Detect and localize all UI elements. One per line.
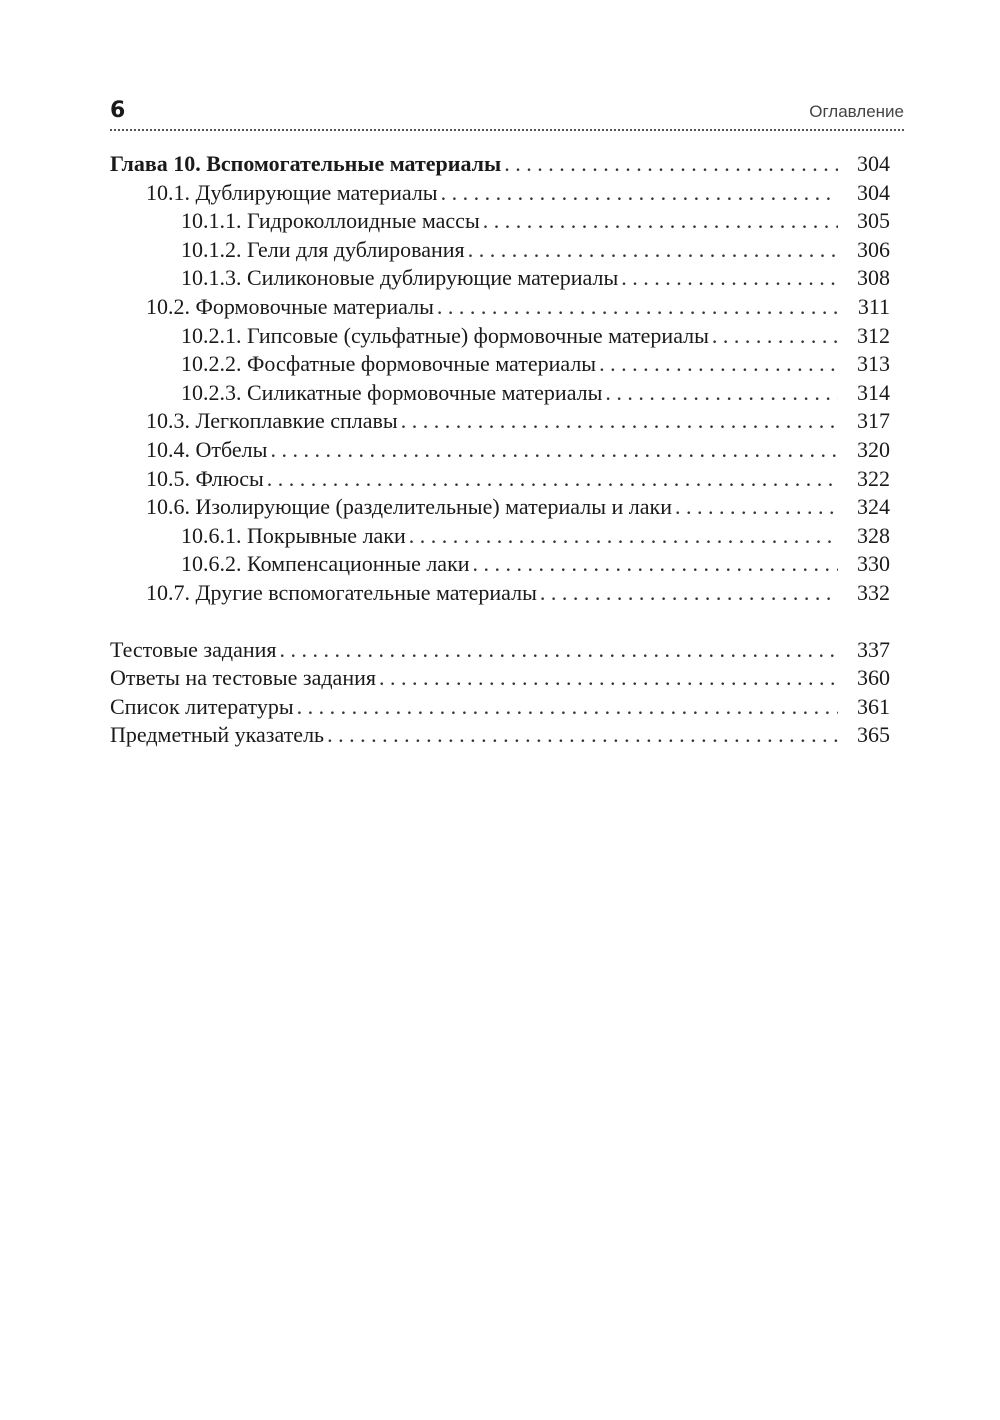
toc-entry-title: Ответы на тестовые задания	[110, 665, 376, 691]
toc-entry-page: 312	[857, 322, 890, 348]
toc-entry-page: 305	[857, 208, 890, 234]
toc-entry-title: 10.1. Дублирующие материалы	[146, 179, 438, 205]
toc-entry-title: 10.2. Формовочные материалы	[146, 293, 434, 319]
toc-section-entry[interactable]	[110, 407, 890, 436]
toc-section-entry[interactable]	[110, 579, 890, 608]
toc-backmatter-entry[interactable]	[110, 693, 890, 722]
dot-leader	[483, 207, 838, 236]
toc-entry-title: 10.1.1. Гидроколлоидные массы	[181, 208, 480, 234]
toc-subsection-entry[interactable]	[110, 207, 890, 236]
toc-entry-page: 332	[857, 579, 890, 605]
dot-leader	[599, 350, 838, 379]
toc-entry-title: Предметный указатель	[110, 722, 325, 748]
dot-leader	[267, 465, 838, 494]
toc-entry-title: 10.2.2. Фосфатные формовочные материалы	[181, 351, 597, 377]
page-number: 6	[110, 98, 126, 123]
dot-leader	[401, 407, 838, 436]
dot-leader	[504, 150, 838, 179]
toc-entry-title: 10.4. Отбелы	[146, 436, 268, 462]
toc-backmatter-entry[interactable]	[110, 721, 890, 750]
toc-entry-title: 10.5. Флюсы	[146, 465, 264, 491]
toc-entry-page: 317	[857, 408, 890, 434]
toc-subsection-entry[interactable]	[110, 379, 890, 408]
toc-backmatter-entry[interactable]	[110, 636, 890, 665]
dot-leader	[327, 721, 838, 750]
toc-section-entry[interactable]	[110, 293, 890, 322]
dot-leader	[473, 550, 838, 579]
dot-leader	[297, 693, 838, 722]
toc-entry-title: Глава 10. Вспомогательные материалы	[110, 151, 502, 176]
dot-leader	[675, 493, 838, 522]
table-of-contents	[110, 150, 890, 750]
toc-entry-title: 10.6.1. Покрывные лаки	[181, 522, 406, 548]
dot-leader	[270, 436, 838, 465]
section-spacer	[110, 608, 890, 636]
toc-entry-title: 10.3. Легкоплавкие сплавы	[146, 408, 398, 434]
toc-entry-title: 10.6.2. Компенсационные лаки	[181, 551, 470, 577]
dot-leader	[409, 522, 838, 551]
toc-entry-page: 337	[857, 636, 890, 662]
toc-entry-page: 361	[857, 693, 890, 719]
dot-leader	[379, 664, 838, 693]
toc-entry-page: 328	[857, 522, 890, 548]
toc-entry-page: 365	[857, 722, 890, 748]
toc-entry-page: 322	[857, 465, 890, 491]
toc-entry-page: 304	[857, 179, 890, 205]
toc-chapter-entry[interactable]	[110, 150, 890, 179]
toc-entry-page: 306	[857, 236, 890, 262]
toc-backmatter-entry[interactable]	[110, 664, 890, 693]
dot-leader	[437, 293, 838, 322]
toc-entry-page: 330	[857, 551, 890, 577]
toc-entry-page: 311	[857, 293, 890, 319]
toc-entry-title: 10.2.1. Гипсовые (сульфатные) формовочные материалы	[181, 322, 709, 348]
toc-entry-title: Список литературы	[110, 693, 294, 719]
running-title: Оглавление	[809, 102, 904, 121]
toc-entry-page: 313	[857, 351, 890, 377]
toc-entry-title: 10.1.3. Силиконовые дублирующие материалы	[181, 265, 619, 291]
toc-entry-title: Тестовые задания	[110, 636, 277, 662]
dot-leader	[280, 636, 838, 665]
dot-leader	[712, 322, 838, 351]
dot-leader	[621, 264, 838, 293]
toc-entry-title: 10.6. Изолирующие (разделительные) материалы и лаки	[146, 494, 672, 520]
toc-section-entry[interactable]	[110, 465, 890, 494]
toc-subsection-entry[interactable]	[110, 350, 890, 379]
toc-entry-page: 314	[857, 379, 890, 405]
toc-entry-page: 360	[857, 665, 890, 691]
toc-subsection-entry[interactable]	[110, 550, 890, 579]
toc-subsection-entry[interactable]	[110, 264, 890, 293]
dot-leader	[441, 179, 838, 208]
dot-leader	[468, 236, 838, 265]
header-divider	[110, 129, 904, 131]
toc-subsection-entry[interactable]	[110, 322, 890, 351]
dot-leader	[605, 379, 838, 408]
dot-leader	[540, 579, 838, 608]
toc-subsection-entry[interactable]	[110, 522, 890, 551]
toc-section-entry[interactable]	[110, 493, 890, 522]
toc-entry-title: 10.1.2. Гели для дублирования	[181, 236, 465, 262]
toc-entry-page: 308	[857, 265, 890, 291]
toc-entry-title: 10.2.3. Силикатные формовочные материалы	[181, 379, 603, 405]
toc-entry-page: 320	[857, 436, 890, 462]
toc-section-entry[interactable]	[110, 436, 890, 465]
toc-entry-title: 10.7. Другие вспомогательные материалы	[146, 579, 537, 605]
toc-section-entry[interactable]	[110, 179, 890, 208]
toc-subsection-entry[interactable]	[110, 236, 890, 265]
toc-entry-page: 304	[857, 151, 890, 176]
toc-entry-page: 324	[857, 494, 890, 520]
